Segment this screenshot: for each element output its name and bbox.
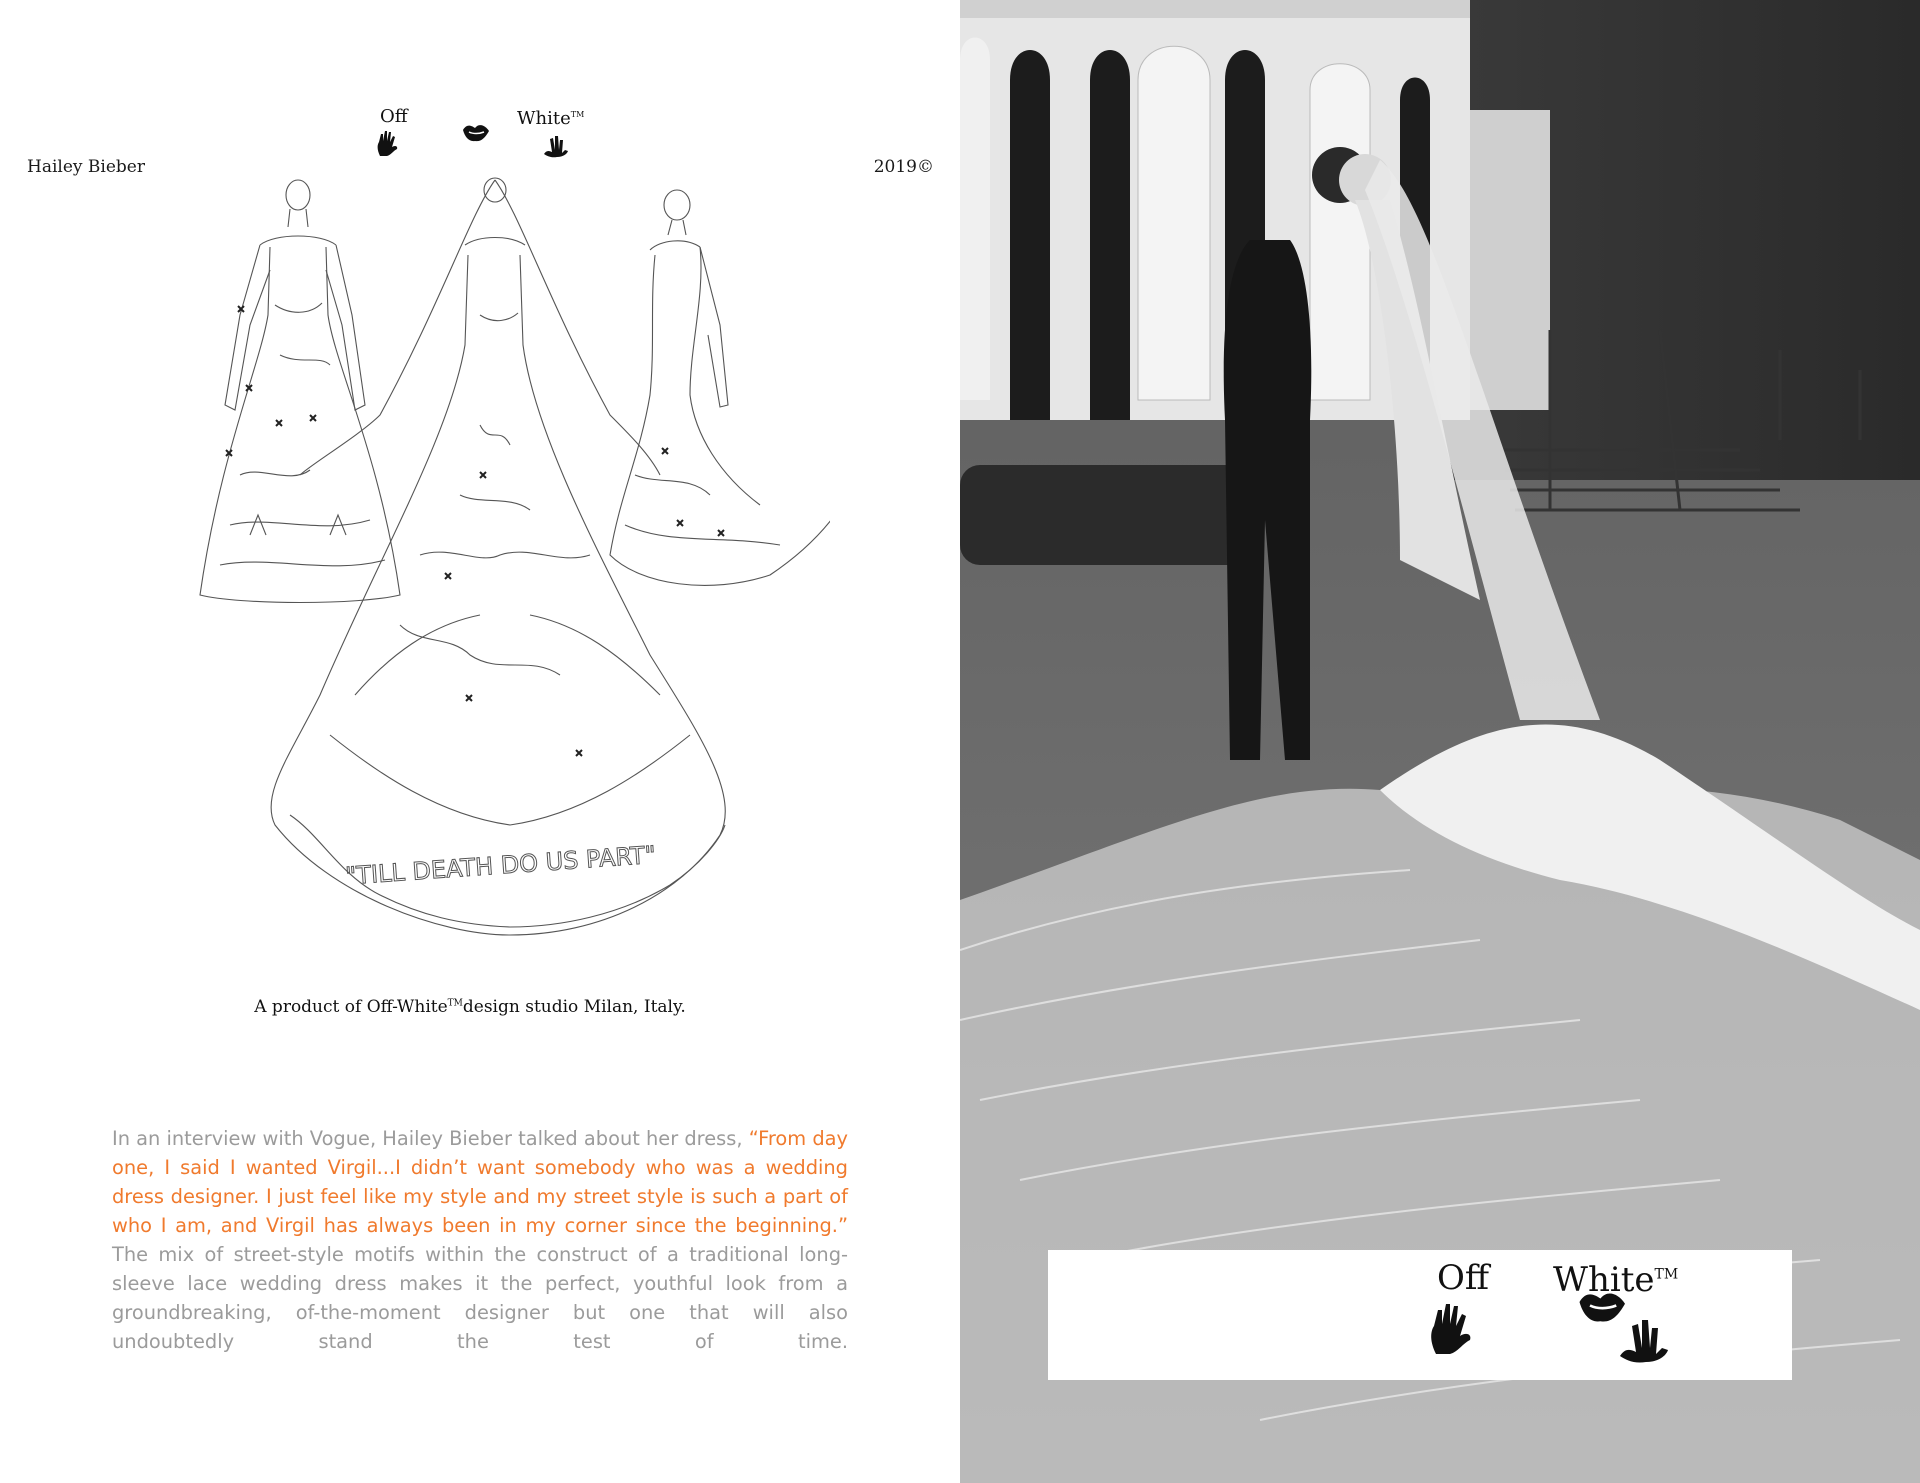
article-quote: “From day one, I said I wanted Virgil...I didn’t want somebody who was a wedding dress designer. I just feel like my style and my street style is such a part of who I am, and Virgil has always been in my corner since the beginning.” (112, 1127, 849, 1237)
author-name: Hailey Bieber (27, 157, 145, 177)
off-white-logo (373, 104, 593, 164)
sketch-caption (0, 997, 940, 1017)
card-off-text: Off (1437, 1258, 1490, 1298)
card-white-text (1553, 1260, 1678, 1300)
wedding-dress-sketch (180, 175, 830, 955)
off-white-logo-card (1048, 1250, 1792, 1380)
sketch-front-figure (200, 180, 400, 603)
caption-after: design studio Milan, Italy. (462, 997, 686, 1017)
hand-icon (375, 128, 401, 158)
hand-icon (541, 134, 571, 160)
article-intro: In an interview with Vogue, Hailey Bieber talked about her dress, (112, 1127, 749, 1150)
sketch-back-figure (271, 178, 725, 935)
hedge (960, 465, 1260, 565)
card-white-word: White (1553, 1260, 1655, 1300)
caption-before: A product of Off-White (254, 997, 448, 1017)
article-paragraph (112, 1124, 848, 1356)
caption-tm: TM (447, 998, 463, 1009)
logo-tm: TM (570, 110, 585, 119)
hand-icon (1426, 1298, 1478, 1358)
logo-white-text (517, 108, 584, 129)
logo-off-text: Off (380, 106, 408, 127)
cross-arrows-icon-group (226, 306, 724, 756)
card-tm: TM (1654, 1266, 1679, 1283)
logo-white-word: White (517, 108, 571, 129)
article-outro: The mix of street-style motifs within the construct of a traditional long-sleeve lace wedding dress makes it the perfect, youthful look from a groundbreaking, of-the-moment designer but one that will also undoubtedly stand the test of time. (112, 1243, 848, 1353)
sketch-side-figure (610, 190, 830, 585)
lips-icon (461, 122, 493, 146)
sketch-inscription: "TILL DEATH DO US PART" (344, 840, 657, 891)
year-copyright: 2019© (873, 157, 934, 177)
right-page (960, 0, 1920, 1483)
hand-icon (1614, 1316, 1674, 1368)
